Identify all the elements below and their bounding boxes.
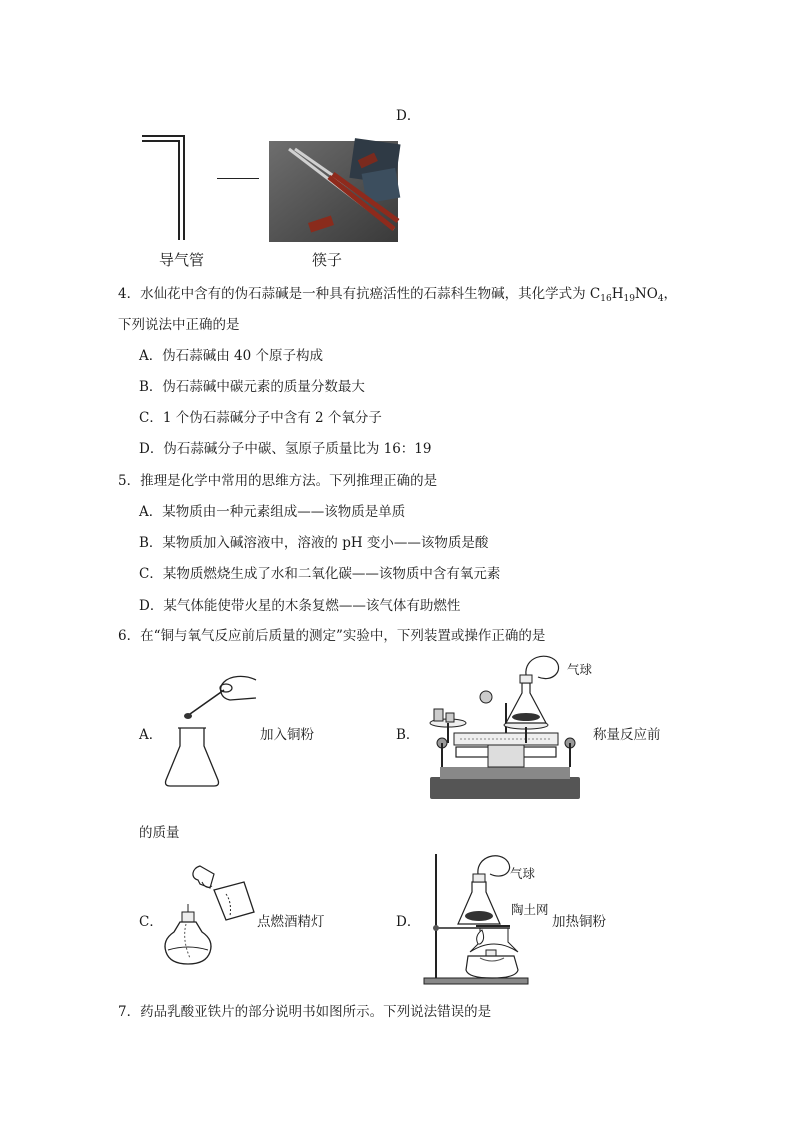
q6-d-gauze-label: 陶土网 [511,902,549,917]
q7-stem: 7．药品乳酸亚铁片的部分说明书如图所示。下列说法错误的是 [118,1004,492,1020]
q4-stem-line1 [118,282,677,304]
gas-tube-caption: 导气管 [159,251,205,269]
q6-b-text-cont: 的质量 [139,825,180,841]
q6-b-balloon-label: 气球 [567,662,593,677]
q5-stem: 5．推理是化学中常用的思维方法。下列推理正确的是 [118,473,438,489]
q6-d-text: 加热铜粉 [552,914,606,930]
flask-spoon-image [160,668,260,793]
q6-a-label: A． [139,727,163,743]
q4-formula: $C_{16}H_{19}NO_4$， [589,286,678,304]
q5-option-b: B．某物质加入碱溶液中，溶液的 pH 变小——该物质是酸 [139,535,489,551]
q6-a-text: 加入铜粉 [260,727,314,743]
chopsticks-caption: 筷子 [312,251,343,269]
q4-option-c: C．1 个伪石蒜碱分子中含有 2 个氧分子 [139,410,382,426]
dash-connector [217,178,259,179]
chopsticks-photo [269,141,398,242]
q4-option-a: A．伪石蒜碱由 40 个原子构成 [139,348,324,364]
q4-stem-line2: 下列说法中正确的是 [118,317,240,333]
alcohol-lamp-image [160,860,260,970]
q6-c-text: 点燃酒精灯 [257,914,325,930]
q6-b-label: B． [396,727,420,743]
q5-option-d: D．某气体能使带火星的木条复燃——该气体有助燃性 [139,598,461,614]
q6-b-text: 称量反应前 [593,727,661,743]
q6-c-label: C． [139,914,163,930]
q6-stem: 6．在“铜与氧气反应前后质量的测定”实验中，下列装置或操作正确的是 [118,628,546,644]
q5-option-c: C．某物质燃烧生成了水和二氧化碳——该物质中含有氧元素 [139,566,501,582]
q3-option-d-label: D． [396,108,421,124]
q4-option-b: B．伪石蒜碱中碳元素的质量分数最大 [139,379,365,395]
q4-stem-text: 4．水仙花中含有的伪石蒜碱是一种具有抗癌活性的石蒜科生物碱，其化学式为 [118,286,590,302]
gas-tube-image [138,132,198,242]
q5-option-a: A．某物质由一种元素组成——该物质是单质 [139,504,406,520]
q4-option-d: D．伪石蒜碱分子中碳、氢原子质量比为 16：19 [139,441,432,457]
q6-d-balloon-label: 气球 [510,866,536,881]
q6-d-label: D． [396,914,421,930]
